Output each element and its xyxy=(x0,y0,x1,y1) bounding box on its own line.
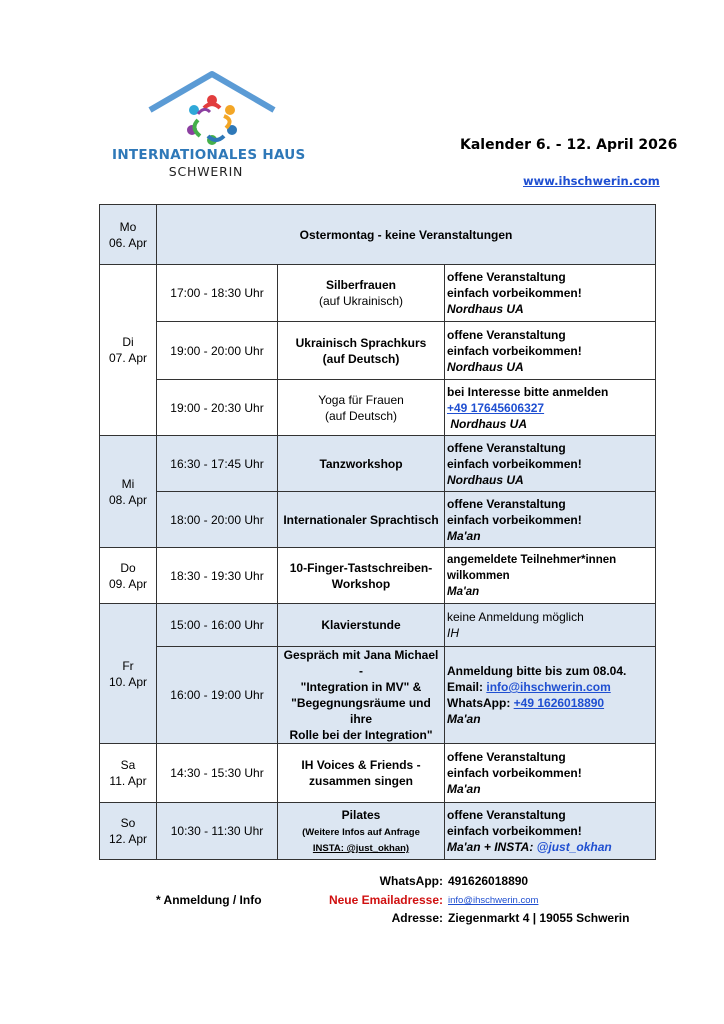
day-cell: Di 07. Apr xyxy=(100,265,157,436)
time-cell: 10:30 - 11:30 Uhr xyxy=(157,803,278,860)
time-cell: 17:00 - 18:30 Uhr xyxy=(157,265,278,322)
event-info: offene Veranstaltung einfach vorbeikommen! Nordhaus UA xyxy=(445,436,656,492)
email-link[interactable]: info@ihschwerin.com xyxy=(486,680,611,694)
website-link[interactable]: www.ihschwerin.com xyxy=(523,174,660,188)
table-row xyxy=(100,436,656,492)
time-cell: 18:30 - 19:30 Uhr xyxy=(157,548,278,604)
footer-whatsapp-value[interactable]: 491626018890 xyxy=(448,874,529,888)
event-title: Gespräch mit Jana Michael - "Integration in MV" & "Begegnungsräume und ihre Rolle bei der Integration" xyxy=(278,647,445,744)
calendar-title: Kalender 6. - 12. April 2026 xyxy=(460,137,678,153)
logo-text-line1: INTERNATIONALES HAUS xyxy=(112,147,306,163)
phone-link[interactable]: +49 17645606327 xyxy=(447,400,545,415)
event-title: Silberfrauen (auf Ukrainisch) xyxy=(278,265,445,322)
table-row xyxy=(100,380,656,436)
footer-email-link[interactable]: info@ihschwerin.com xyxy=(448,895,539,906)
event-info: offene Veranstaltung einfach vorbeikommen! Ma'an + INSTA: @just_okhan xyxy=(445,803,656,860)
footer-left-note: * Anmeldung / Info xyxy=(156,893,262,907)
logo-text-line2: SCHWERIN xyxy=(168,164,244,179)
day-cell: Mi 08. Apr xyxy=(100,436,157,548)
event-title: Internationaler Sprachtisch xyxy=(278,492,445,548)
table-row xyxy=(100,492,656,548)
table-row xyxy=(100,647,656,744)
event-info: offene Veranstaltung einfach vorbeikommen! Ma'an xyxy=(445,492,656,548)
event-info: offene Veranstaltung einfach vorbeikommen! Nordhaus UA xyxy=(445,322,656,380)
time-cell: 19:00 - 20:00 Uhr xyxy=(157,322,278,380)
table-row xyxy=(100,205,656,265)
time-cell: 15:00 - 16:00 Uhr xyxy=(157,604,278,647)
table-row xyxy=(100,744,656,803)
event-title: Ukrainisch Sprachkurs (auf Deutsch) xyxy=(278,322,445,380)
event-title: 10-Finger-Tastschreiben- Workshop xyxy=(278,548,445,604)
footer-email-label: Neue Emailadresse: xyxy=(328,893,443,907)
table-row xyxy=(100,604,656,647)
table-row xyxy=(100,322,656,380)
whatsapp-link[interactable]: +49 1626018890 xyxy=(513,696,605,710)
day-cell: Sa 11. Apr xyxy=(100,744,157,803)
calendar-table xyxy=(99,204,656,860)
footer-address-value: Ziegenmarkt 4 | 19055 Schwerin xyxy=(448,911,630,925)
table-row xyxy=(100,803,656,860)
instagram-handle[interactable]: @just_okhan xyxy=(536,840,612,854)
event-info: Anmeldung bitte bis zum 08.04. Email: info@ihschwerin.com WhatsApp: +49 1626018890 Ma'an xyxy=(445,647,656,744)
footer-whatsapp-label: WhatsApp: xyxy=(379,874,443,888)
time-cell: 18:00 - 20:00 Uhr xyxy=(157,492,278,548)
event-info: offene Veranstaltung einfach vorbeikommen! Ma'an xyxy=(445,744,656,803)
event-info: keine Anmeldung möglich IH xyxy=(445,604,656,647)
time-cell: 16:00 - 19:00 Uhr xyxy=(157,647,278,744)
event-info: bei Interesse bitte anmelden +49 17645606327 Nordhaus UA xyxy=(445,380,656,436)
time-cell: 19:00 - 20:30 Uhr xyxy=(157,380,278,436)
event-info: angemeldete Teilnehmer*innen wilkommen Ma'an xyxy=(445,548,656,604)
day-cell: Mo 06. Apr xyxy=(100,205,157,265)
event-title: Klavierstunde xyxy=(278,604,445,647)
event-title: Pilates (Weitere Infos auf Anfrage INSTA: @just_okhan) xyxy=(278,803,445,860)
time-cell: 16:30 - 17:45 Uhr xyxy=(157,436,278,492)
footer-address-label: Adresse: xyxy=(391,911,443,925)
event-title: Yoga für Frauen (auf Deutsch) xyxy=(278,380,445,436)
day-cell: Fr 10. Apr xyxy=(100,604,157,744)
day-cell: Do 09. Apr xyxy=(100,548,157,604)
table-row xyxy=(100,548,656,604)
people-circle-icon xyxy=(187,95,237,145)
event-info: offene Veranstaltung einfach vorbeikommen! Nordhaus UA xyxy=(445,265,656,322)
day-cell: So 12. Apr xyxy=(100,803,157,860)
holiday-note: Ostermontag - keine Veranstaltungen xyxy=(157,205,656,265)
event-title: Tanzworkshop xyxy=(278,436,445,492)
table-row xyxy=(100,265,656,322)
time-cell: 14:30 - 15:30 Uhr xyxy=(157,744,278,803)
event-title: IH Voices & Friends - zusammen singen xyxy=(278,744,445,803)
